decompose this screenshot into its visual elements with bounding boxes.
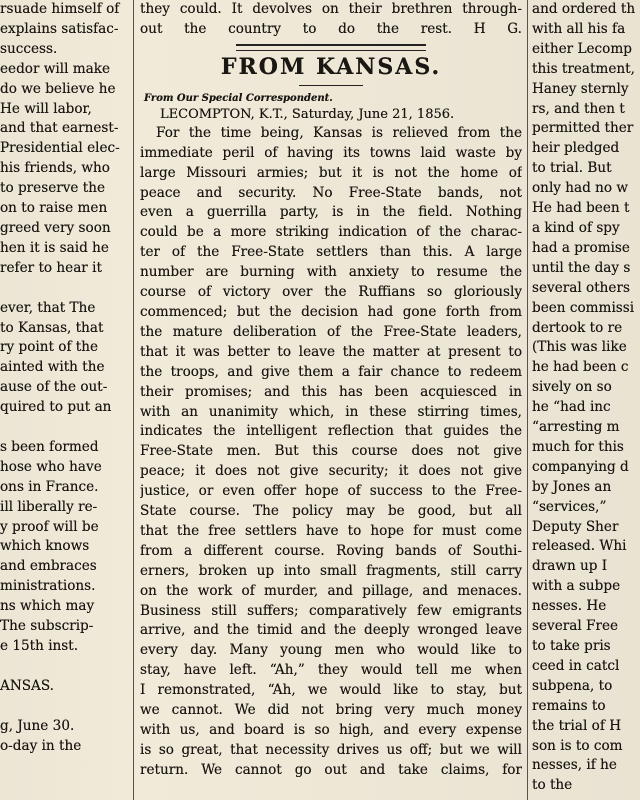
right-column-line: either Lecomp	[532, 40, 632, 57]
intro-line: they could. It devolves on their brethren through-	[140, 1, 522, 17]
left-column-line: ANSAS.	[0, 677, 54, 694]
right-column-line: much for this	[532, 438, 624, 455]
right-column-line: Deputy Sher	[532, 518, 619, 535]
article-body-line: immediate peril of having its towns laid waste by	[140, 144, 522, 161]
left-column-line: ry point of the	[0, 339, 99, 356]
right-column-line: “arresting m	[532, 419, 620, 436]
right-column-line: by Jones an	[532, 478, 612, 495]
column-divider-left	[133, 0, 134, 800]
left-column-line: He will labor,	[0, 100, 92, 117]
article-dateline: LECOMPTON, K.T., Saturday, June 21, 1856.	[160, 106, 455, 122]
article-body-line: For the time being, Kansas is relieved from the	[156, 124, 522, 141]
right-column-line: a kind of spy	[532, 219, 620, 236]
right-column-line: nesses, if he	[532, 757, 617, 774]
left-column-line	[0, 697, 128, 717]
left-column-line: rsuade himself of	[0, 1, 120, 17]
article-body-line: ter of the Free-State settlers than this. A large	[140, 244, 522, 261]
article-body-line: that the free settlers have to hope for must come	[140, 522, 522, 539]
article-body-line: State course. The policy may be good, but all	[140, 503, 522, 520]
right-column-line: only had no w	[532, 180, 629, 197]
article-body-line: peace; it does not give security; it does not give	[140, 463, 522, 480]
left-column-line: explains satisfac-	[0, 20, 119, 37]
article-body-line: that it was better to leave the matter at present to	[140, 343, 522, 360]
right-column-line: the trial of H	[532, 717, 622, 734]
right-column-line: until the day s	[532, 259, 631, 276]
right-column-line: “services,”	[532, 498, 607, 515]
article-body-line: is so great, that necessity drives us off; but we will	[140, 741, 522, 758]
article-body-line: stay, have left. “Ah,” they would tell me when	[140, 662, 522, 679]
intro-line: out the country to do the rest. H G.	[140, 20, 522, 37]
right-column-line: had a promise	[532, 239, 630, 256]
left-column-line: y proof will be	[0, 518, 99, 535]
right-column-line: ceed in catcl	[532, 657, 620, 674]
article-body-line: course of victory over the Ruffians so gloriously	[140, 284, 522, 301]
column-divider-right	[527, 0, 528, 800]
left-column-line: his friends, who	[0, 160, 110, 177]
right-column-line: remains to	[532, 697, 606, 714]
left-column-line: refer to hear it	[0, 259, 102, 276]
right-column-line: to take pris	[532, 638, 611, 654]
left-column-line: eedor will make	[0, 60, 111, 77]
main-column	[140, 0, 522, 800]
article-body-line: the troops, and give them a fair chance to redeem	[140, 363, 522, 380]
left-column-line: ill liberally re-	[0, 498, 98, 515]
right-column-line: and ordered th	[532, 1, 636, 17]
right-column-line: released. Whi	[532, 538, 627, 555]
article-body-line: with us, and board is so high, and every expense	[140, 722, 522, 738]
left-column-line: g, June 30.	[0, 717, 75, 734]
left-column-line: Presidential elec-	[0, 140, 120, 157]
article-body-line: from a different course. Roving bands of Southi-	[140, 542, 522, 559]
right-column-line: permitted ther	[532, 120, 634, 137]
article-body-line: Free-State men. But this course does not give	[140, 443, 522, 460]
article-headline: FROM KANSAS.	[220, 53, 442, 80]
left-column-line: success.	[0, 40, 58, 57]
left-column-line: ons in France.	[0, 478, 99, 495]
right-column-line: dertook to re	[532, 319, 623, 336]
left-column-line: which knows	[0, 538, 90, 555]
right-column-line: to the	[532, 777, 573, 794]
left-column-line	[0, 279, 128, 299]
article-body-line: their promises; and this has been acquiesced in	[140, 383, 522, 400]
article-body-line: number are burning with anxiety to resume the	[140, 264, 522, 281]
right-column-line: subpena, to	[532, 677, 613, 694]
left-column-line: o-day in the	[0, 737, 82, 754]
article-body-line: we cannot. We did not bring very much money	[140, 702, 522, 719]
right-column-line: He had been t	[532, 200, 630, 217]
left-column-line: The subscrip-	[0, 618, 94, 635]
left-column-line	[0, 418, 128, 438]
article-body-line: Business still suffers; comparatively few emigrants	[140, 602, 522, 619]
left-column-line: hen it is said he	[0, 239, 109, 256]
right-column-line: nesses. He	[532, 598, 607, 615]
left-column-line	[0, 657, 128, 677]
right-column-line: several Free	[532, 618, 619, 635]
left-column-line: and embraces	[0, 558, 97, 575]
headline-short-rule	[299, 85, 363, 86]
article-byline: From Our Special Correspondent.	[144, 92, 333, 104]
article-body-line: large Missouri armies; but it is not the home of	[140, 164, 522, 181]
right-column-line: with all his fa	[532, 20, 626, 37]
right-column-line: drawn up I	[532, 558, 608, 575]
left-column-line: to Kansas, that	[0, 319, 104, 336]
left-column-line: greed very soon	[0, 219, 111, 236]
article-body-line: return. We cannot go out and take claims, for	[140, 761, 522, 778]
left-column-line: ministrations.	[0, 578, 96, 595]
left-column-line: quired to put an	[0, 399, 112, 416]
right-column	[532, 0, 640, 800]
article-body-line: I remonstrated, “Ah, we would like to stay, but	[140, 682, 522, 699]
right-column-line: (This was like	[532, 339, 627, 356]
right-column-line: Haney sternly	[532, 80, 629, 97]
left-column-line: e 15th inst.	[0, 638, 79, 654]
left-column-line: on to raise men	[0, 200, 108, 217]
headline-rule	[236, 44, 426, 51]
right-column-line: several others	[532, 279, 630, 296]
article-body-line: erners, broken up into small fragments, still carry	[140, 562, 522, 579]
article-body-line: on the work of murder, and pillage, and menaces.	[140, 582, 522, 599]
right-column-line: sively on so	[532, 379, 612, 396]
article-body-line: could be a more striking indication of the charac-	[140, 224, 522, 241]
left-column-line: hose who have	[0, 458, 102, 475]
left-column-line: and that earnest-	[0, 120, 119, 137]
right-column-line: heir pledged	[532, 140, 620, 157]
right-column-line: to trial. But	[532, 160, 612, 177]
left-column	[0, 0, 128, 800]
article-body-line: the mature deliberation of the Free-State leaders,	[140, 323, 522, 340]
article-body-line: with an unanimity which, in these stirring times,	[140, 403, 522, 420]
left-column-line: do we believe he	[0, 80, 116, 97]
article-body-line: arrive, and the timid and the deeply wronged leave	[140, 622, 522, 639]
right-column-line: this treatment,	[532, 60, 635, 77]
left-column-line: ainted with the	[0, 359, 105, 376]
intro-text	[140, 0, 522, 40]
left-column-line: ause of the out-	[0, 379, 108, 396]
article-body-line: justice, or even offer hope of success to the Free-	[140, 483, 522, 500]
left-column-line: s been formed	[0, 438, 99, 455]
right-column-line: he had been c	[532, 359, 629, 376]
article-body-line: every day. Many young men who would like to	[140, 642, 522, 659]
article-body-line: indicates the intelligent reflection that guides the	[140, 423, 522, 440]
article-body	[140, 124, 522, 781]
article-body-line: peace and security. No Free-State bands, not	[140, 184, 522, 201]
article-body-line: commenced; but the decision had gone forth from	[140, 303, 522, 320]
left-column-line: ever, that The	[0, 299, 96, 316]
right-column-line: been commissi	[532, 299, 635, 316]
left-column-line: ns which may	[0, 598, 95, 615]
right-column-line: with a subpe	[532, 578, 621, 595]
right-column-line: son is to com	[532, 737, 623, 754]
right-column-line: rs, and then t	[532, 100, 625, 117]
right-column-line: he “had inc	[532, 399, 611, 416]
right-column-line: companying d	[532, 458, 629, 475]
article-body-line: even a guerrilla party, is in the field. Nothing	[140, 204, 522, 221]
left-column-line: to preserve the	[0, 180, 106, 197]
